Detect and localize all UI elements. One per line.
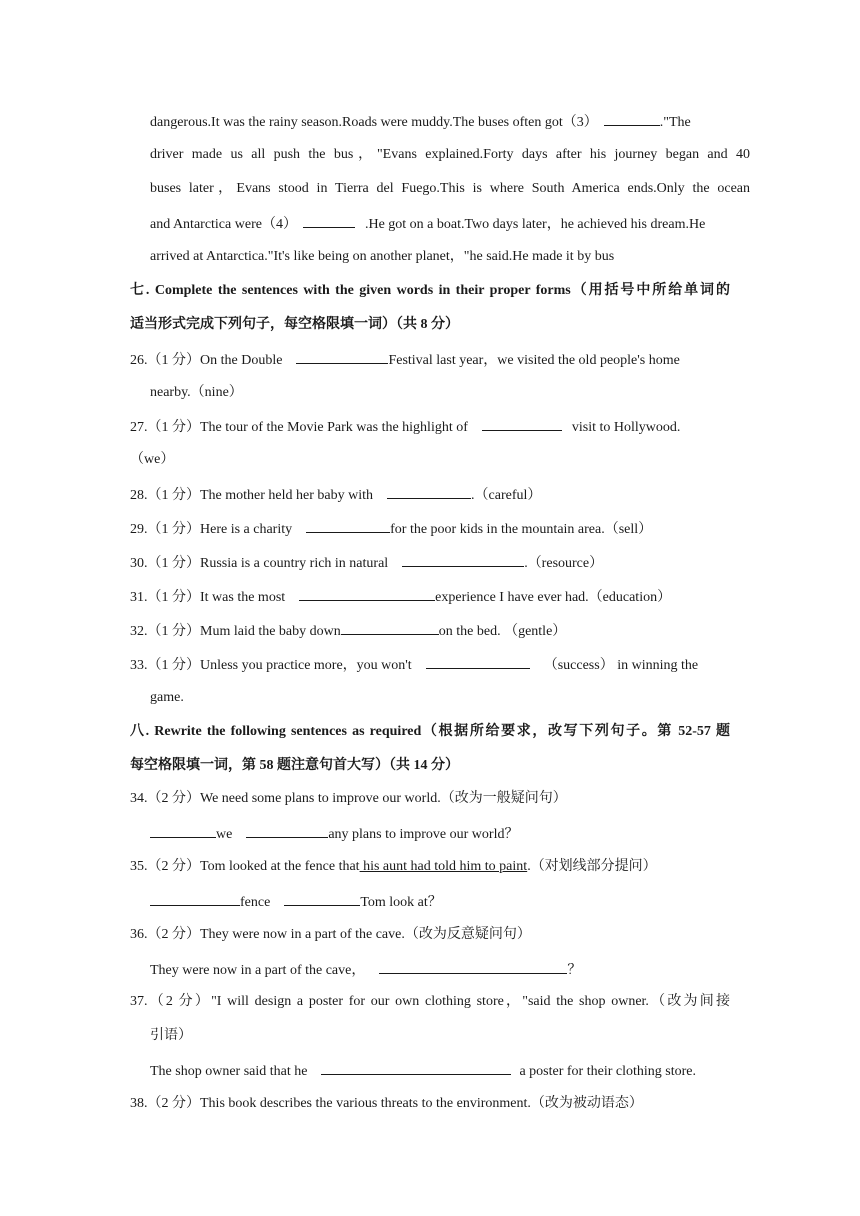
answer-blank-3[interactable] [604,111,660,126]
answer-blank-27[interactable] [482,416,562,431]
passage-line-4 [150,213,705,233]
question-32: 32.（1 分）Mum laid the baby down on the bed. （gentle） [130,620,566,640]
question-29: 29.（1 分）Here is a charity for the poor kids in the mountain area.（sell） [130,518,652,538]
answer-blank-33[interactable] [426,654,530,669]
question-27: 27.（1 分）The tour of the Movie Park was the highlight of visit to Hollywood. [130,416,680,436]
section-8-title: 八. Rewrite the following sentences as required（根据所给要求，改写下列句子。第 52-57 题 [130,724,730,739]
passage-text: and Antarctica were（4） [150,217,297,232]
question-36: 36.（2 分）They were now in a part of the cave.（改为反意疑问句） [130,927,531,942]
question-37-answer: The shop owner said that he a poster for their clothing store. [150,1060,696,1080]
passage-text: .He got on a boat.Two days later，he achieved his dream.He [364,217,706,232]
passage-text: ."The [659,115,691,130]
answer-blank-29[interactable] [306,518,390,533]
answer-blank-26[interactable] [296,349,388,364]
question-36-answer: They were now in a part of the cave， ？ [150,959,581,979]
passage-line-3: buses later，Evans stood in Tierra del Fuego.This is where South America ends.Only the ocean [150,181,750,196]
question-27-cont: （we） [130,452,175,467]
question-33-cont: game. [150,690,184,705]
answer-blank-35a[interactable] [150,891,240,906]
answer-blank-35b[interactable] [284,891,360,906]
section-7-title-cont: 适当形式完成下列句子，每空格限填一词）（共 8 分） [130,317,459,332]
question-28: 28.（1 分）The mother held her baby with .（careful） [130,484,541,504]
question-26: 26.（1 分）On the Double Festival last year，we visited the old people's home [130,349,680,369]
question-26-cont: nearby.（nine） [150,385,243,400]
question-38: 38.（2 分）This book describes the various threats to the environment.（改为被动语态） [130,1096,643,1111]
question-37: 37.（2 分）"I will design a poster for our own clothing store，"said the shop owner.（改为间接 [130,994,730,1009]
passage-text: dangerous.It was the rainy season.Roads were muddy.The buses often got（3） [150,115,598,130]
answer-blank-28[interactable] [387,484,471,499]
answer-blank-30[interactable] [402,552,524,567]
section-8-title-cont: 每空格限填一词，第 58 题注意句首大写）（共 14 分） [130,758,459,773]
answer-blank-34a[interactable] [150,823,216,838]
answer-blank-31[interactable] [299,586,435,601]
question-35-answer: fence Tom look at？ [150,891,442,911]
answer-blank-32[interactable] [341,620,439,635]
question-34-answer: we any plans to improve our world？ [150,823,518,843]
passage-line-1 [150,111,691,131]
section-7-title: 七. Complete the sentences with the given words in their proper forms（用括号中所给单词的 [130,283,730,298]
answer-blank-36[interactable] [379,959,567,974]
question-34: 34.（2 分）We need some plans to improve our world.（改为一般疑问句） [130,791,567,806]
question-31: 31.（1 分）It was the most experience I have ever had.（education） [130,586,671,606]
underlined-part: his aunt had told him to paint [359,859,528,874]
answer-blank-37[interactable] [321,1060,511,1075]
answer-blank-34b[interactable] [246,823,328,838]
passage-line-5: arrived at Antarctica."It's like being on another planet，"he said.He made it by bus [150,249,615,264]
question-35: 35.（2 分）Tom looked at the fence that his aunt had told him to paint.（对划线部分提问） [130,859,657,874]
answer-blank-4[interactable] [303,213,355,228]
question-30: 30.（1 分）Russia is a country rich in natural .（resource） [130,552,603,572]
passage-line-2: driver made us all push the bus，"Evans explained.Forty days after his journey began and 40 [150,147,750,162]
question-37-cont: 引语） [150,1028,192,1043]
question-33: 33.（1 分）Unless you practice more，you won't （success） in winning the [130,654,698,674]
